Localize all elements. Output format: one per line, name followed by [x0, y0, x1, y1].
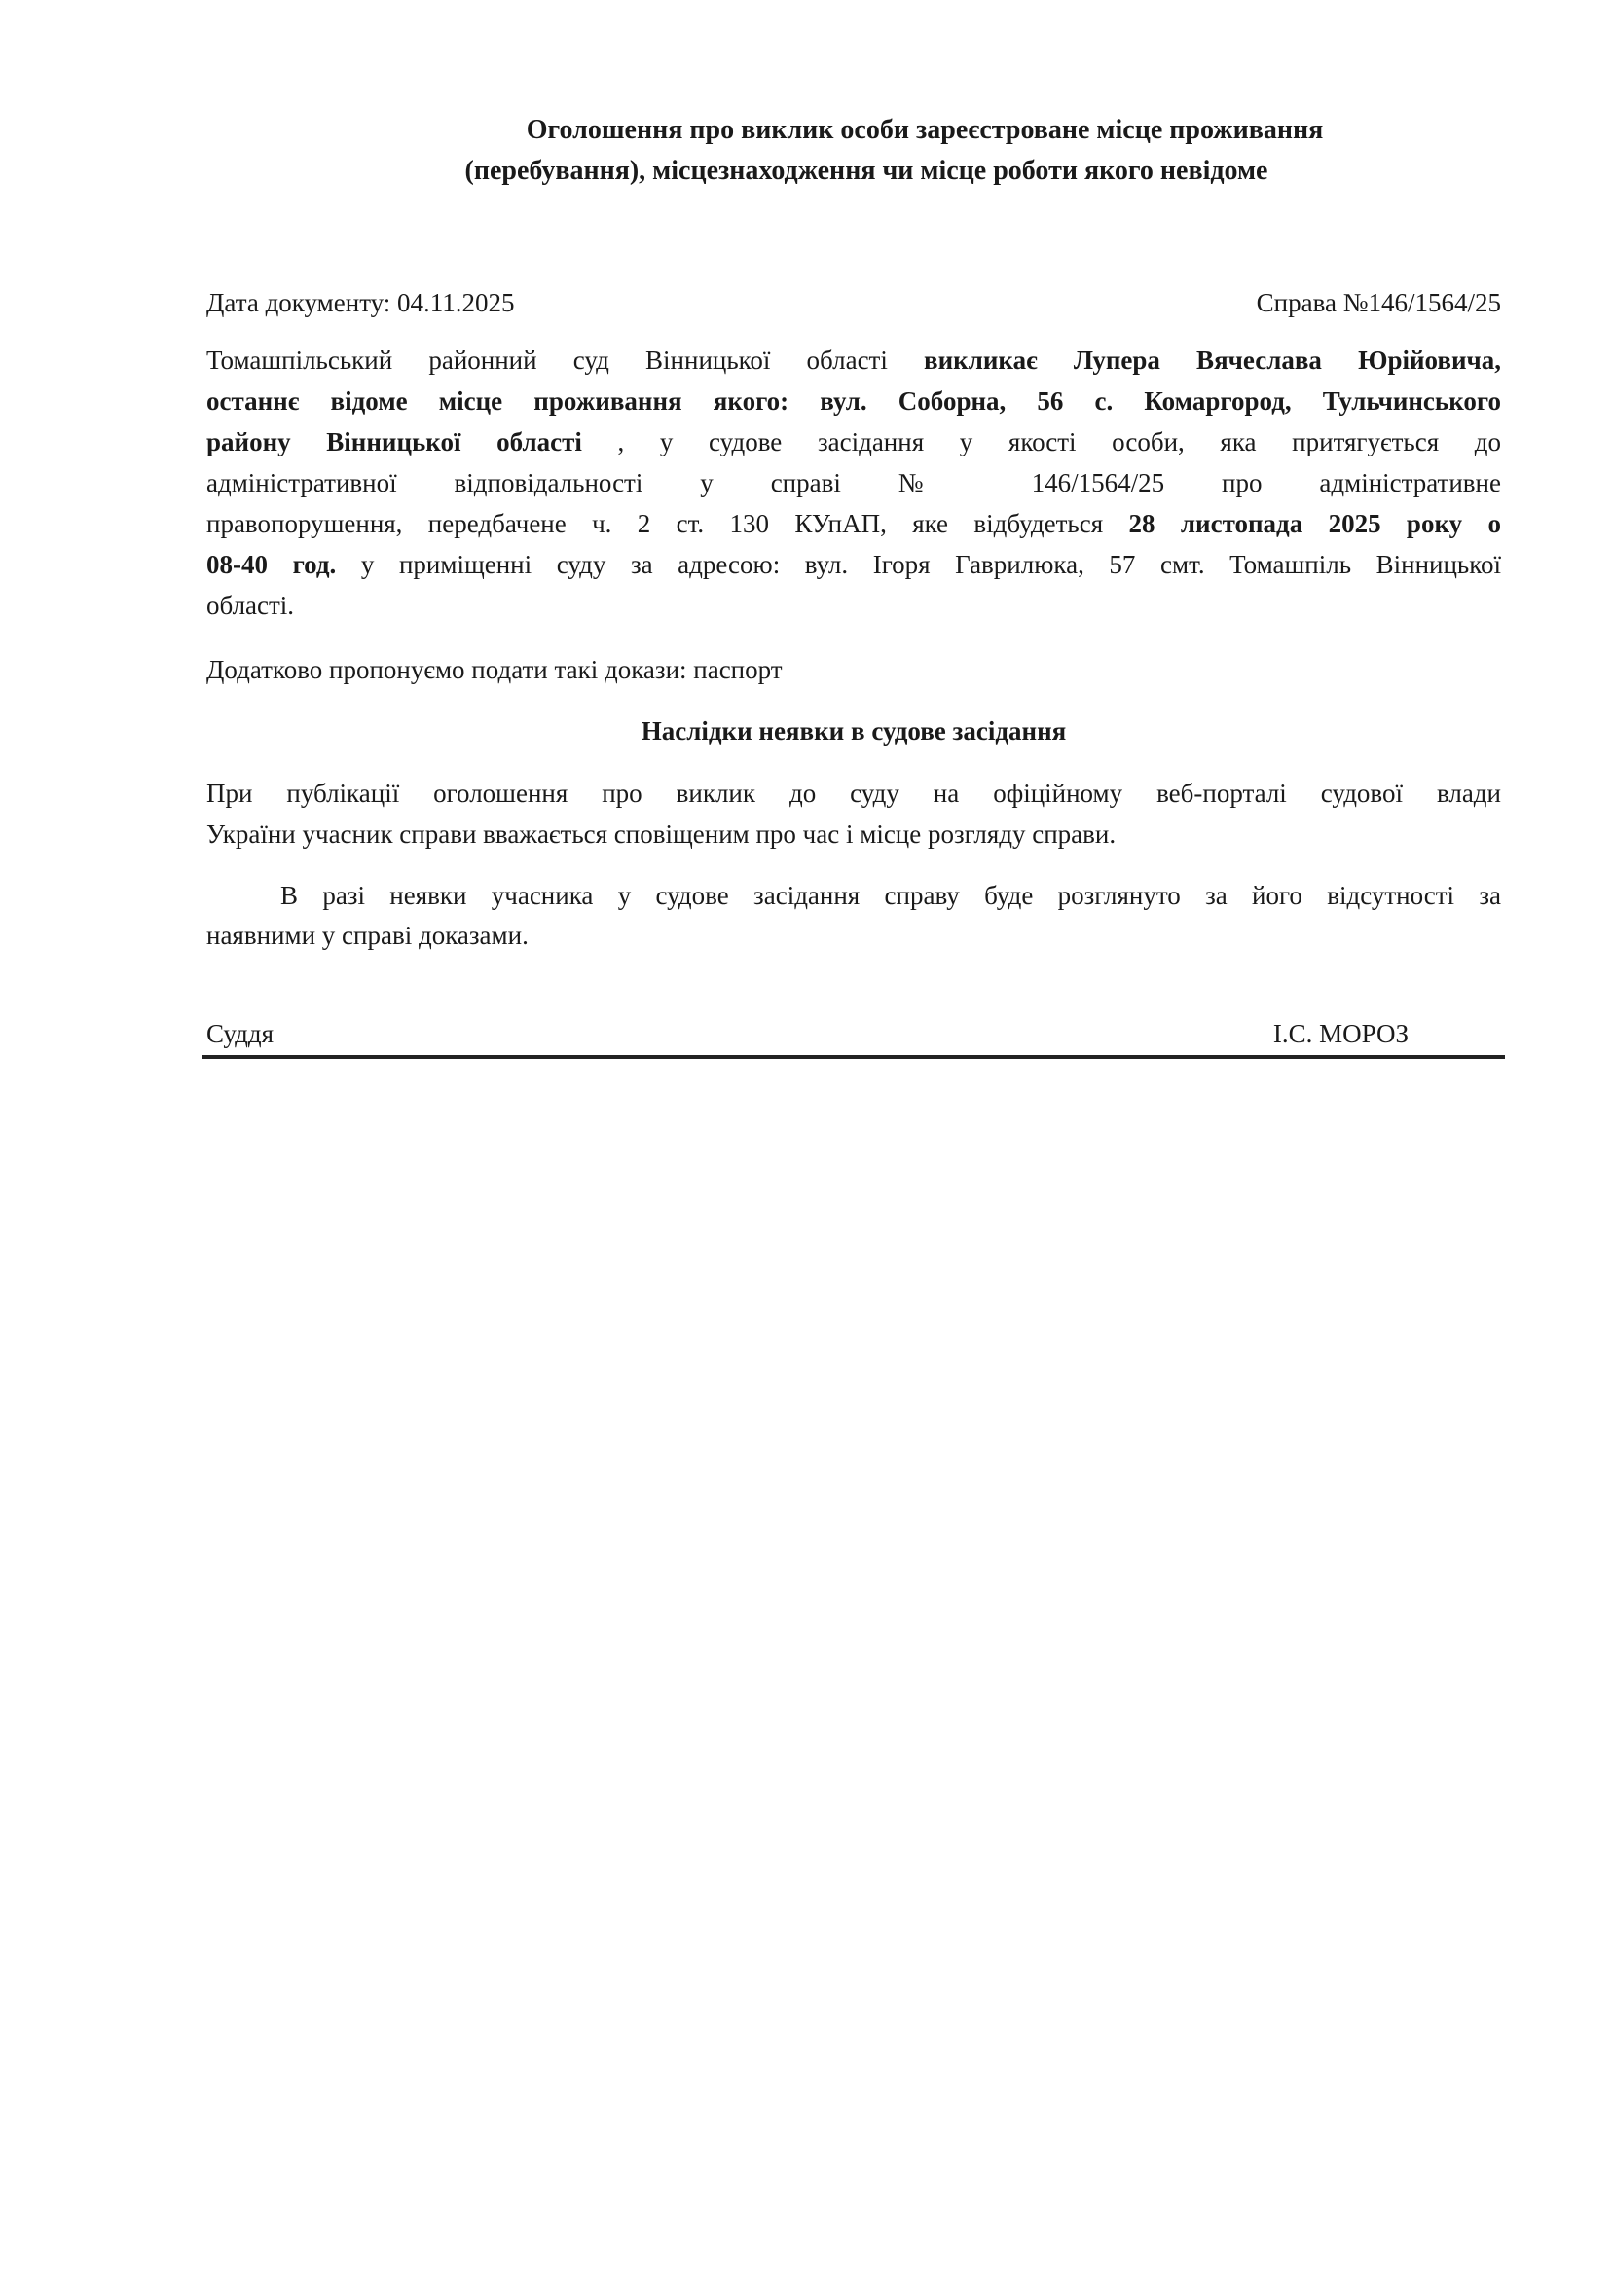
summons-line [206, 588, 1501, 623]
absence-text-line: наявними у справі доказами. [206, 921, 529, 950]
case-number: Справа №146/1564/25 [1256, 288, 1501, 317]
summons-text: Томашпільський районний суд Вінницької області [206, 346, 925, 375]
summons-bold-text: останнє відоме місце проживання якого: вул. Соборна, 56 с. Комаргород, Тульчинського [206, 386, 1501, 416]
summons-text: , у судове засідання у якості особи, яка притягується до [617, 427, 1501, 456]
signature-block [206, 1016, 1501, 1051]
summons-line [206, 506, 1501, 541]
document-meta [206, 285, 1501, 320]
document-title-line-2: (перебування), місцезнаходження чи місце роботи якого невідоме [464, 156, 1268, 186]
summons-bold-text: району Вінницької області [206, 427, 618, 456]
summons-line [206, 343, 1501, 378]
summons-text: правопорушення, передбачене ч. 2 ст. 130 КУпАП, яке відбудеться [206, 509, 1129, 538]
summons-text: області. [206, 591, 295, 620]
summons-line [206, 424, 1501, 459]
judge-role: Суддя [206, 1019, 275, 1048]
judge-name: І.С. МОРОЗ [1272, 1019, 1409, 1048]
summons-line [206, 547, 1501, 582]
consequences-heading: Наслідки неявки в судове засідання [641, 716, 1067, 746]
summons-line [206, 465, 1501, 500]
summons-bold-text: викликає Лупера Вячеслава Юрійовича, [924, 346, 1501, 375]
consequences-text-line: При публікації оголошення про виклик до суду на офіційному веб-порталі судової влади [206, 779, 1501, 808]
absence-text-line: В разі неявки учасника у судове засідання справу буде розглянуто за його відсутності за [280, 881, 1501, 910]
document-date: Дата документу: 04.11.2025 [206, 288, 515, 317]
summons-text: у приміщенні суду за адресою: вул. Ігоря Гаврилюка, 57 смт. Томашпіль Вінницької [336, 550, 1501, 579]
signature-rule [202, 1055, 1505, 1059]
summons-text: адміністративної відповідальності у справі № 146/1564/25 про адміністративне [206, 468, 1501, 497]
summons-line [206, 383, 1501, 419]
evidence-text: Додатково пропонуємо подати такі докази: паспорт [206, 655, 783, 684]
summons-bold-text: 28 листопада 2025 року о [1128, 509, 1501, 538]
document-title-line-1: Оголошення про виклик особи зареєстроване місце проживання [526, 115, 1324, 145]
summons-bold-text: 08-40 год. [206, 550, 337, 579]
consequences-text-line: України учасник справи вважається сповіщеним про час і місце розгляду справи. [206, 820, 1117, 849]
